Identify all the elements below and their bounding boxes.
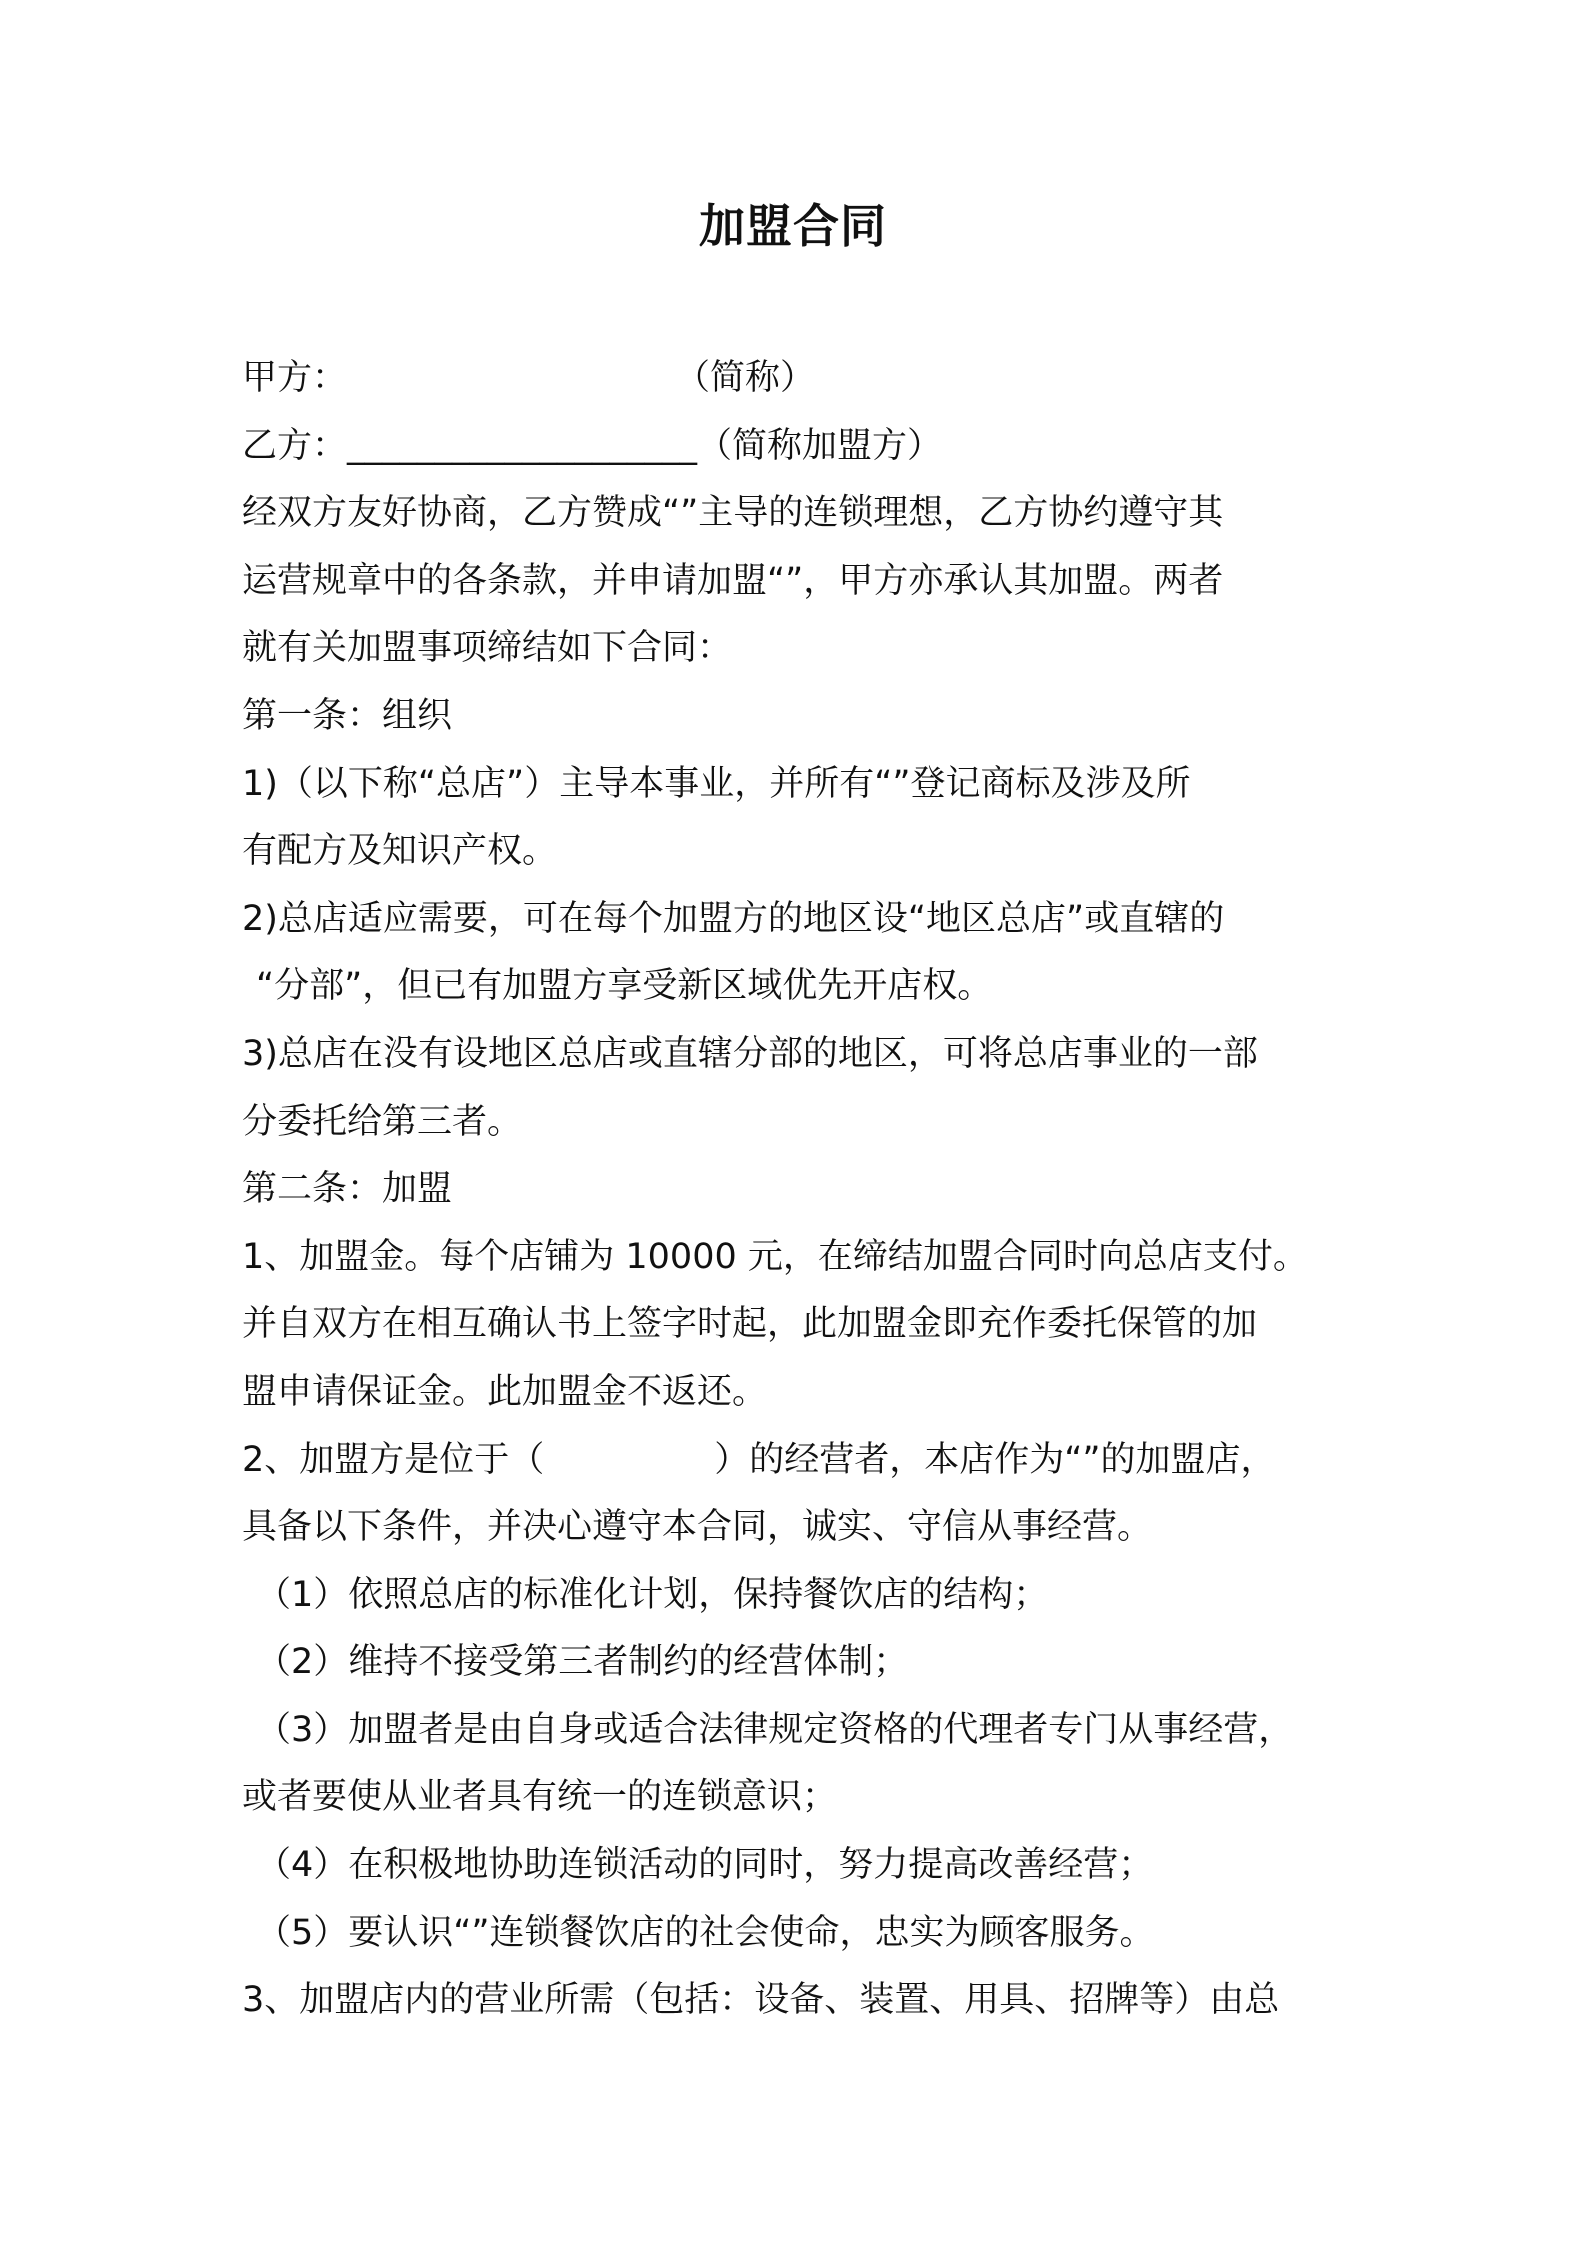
- paragraph-line: 2)总店适应需要，可在每个加盟方的地区设“地区总店”或直辖的: [242, 898, 1225, 939]
- paragraph-line: 1)（以下称“总店”）主导本事业，并所有“”登记商标及涉及所: [242, 763, 1191, 804]
- paragraph-line: 并自双方在相互确认书上签字时起，此加盟金即充作委托保管的加: [242, 1304, 1258, 1345]
- list-item: （4）在积极地协助连锁活动的同时，努力提高改善经营；: [256, 1845, 1154, 1886]
- page-title: 加盟合同: [699, 199, 887, 253]
- party-b-line: [242, 413, 1362, 481]
- paragraph-line: 有配方及知识产权。: [242, 831, 558, 872]
- clause-2-2-line: [242, 1427, 1362, 1495]
- paragraph-line: “分部”，但已有加盟方享受新区域优先开店权。: [256, 966, 993, 1007]
- party-b-blank: ____________________: [347, 425, 698, 466]
- party-b-label: 乙方：: [242, 425, 348, 466]
- party-a-note: （简称）: [675, 358, 816, 398]
- paragraph-line: 就有关加盟事项缔结如下合同：: [242, 628, 733, 669]
- paragraph-line: 或者要使从业者具有统一的连锁意识；: [242, 1777, 838, 1818]
- article-heading: 第二条：加盟: [242, 1169, 453, 1210]
- paragraph-line: 盟申请保证金。此加盟金不返还。: [242, 1371, 768, 1412]
- paragraph-line: 运营规章中的各条款，并申请加盟“”，甲方亦承认其加盟。两者: [242, 560, 1224, 601]
- list-item: （2）维持不接受第三者制约的经营体制；: [256, 1642, 909, 1683]
- paragraph-line: 1、加盟金。每个店铺为 10000 元，在缔结加盟合同时向总店支付。: [242, 1236, 1308, 1277]
- paragraph-line: 3)总店在没有设地区总店或直辖分部的地区，可将总店事业的一部: [242, 1033, 1258, 1074]
- paragraph-line: 3、加盟店内的营业所需（包括：设备、装置、用具、招牌等）由总: [242, 1980, 1280, 2021]
- party-a-label: 甲方：: [242, 358, 348, 398]
- party-b-note: （简称加盟方）: [697, 425, 943, 466]
- clause-2-2-suffix: ）的经营者，本店作为“”的加盟店，: [714, 1439, 1276, 1480]
- list-item: （1）依照总店的标准化计划，保持餐饮店的结构；: [256, 1574, 1049, 1615]
- list-item: （5）要认识“”连锁餐饮店的社会使命，忠实为顾客服务。: [256, 1912, 1155, 1953]
- article-heading: 第一条：组织: [242, 695, 453, 736]
- paragraph-line: 经双方友好协商，乙方赞成“”主导的连锁理想，乙方协约遵守其: [242, 493, 1224, 534]
- paragraph-line: 具备以下条件，并决心遵守本合同，诚实、守信从事经营。: [242, 1507, 1153, 1548]
- party-a-line: [242, 345, 1362, 413]
- contract-body: [242, 345, 1362, 2035]
- list-item: （3）加盟者是由自身或适合法律规定资格的代理者专门从事经营，: [256, 1709, 1294, 1750]
- clause-2-2-prefix: 2、加盟方是位于（: [242, 1439, 545, 1480]
- paragraph-line: 分委托给第三者。: [242, 1101, 523, 1142]
